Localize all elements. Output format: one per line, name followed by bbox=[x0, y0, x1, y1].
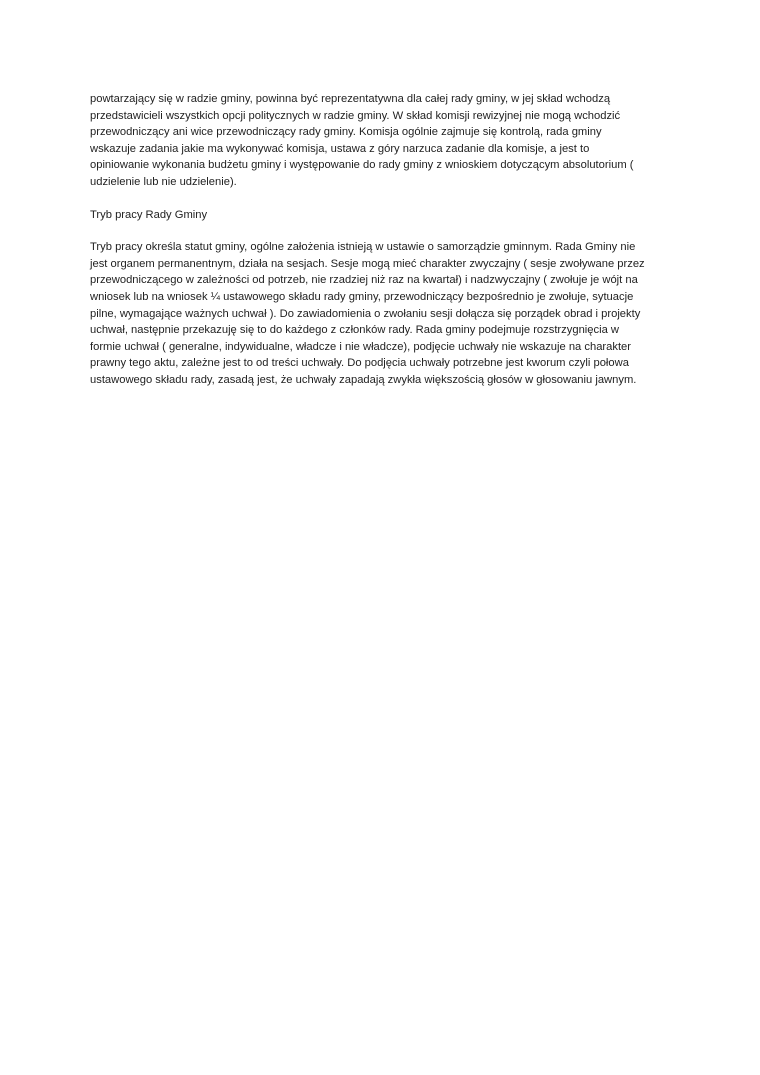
text-line: uchwał, następnie przekazuję się to do każdego z członków rady. Rada gminy podejmuje rozstrzygnięcia w bbox=[90, 324, 619, 337]
paragraph-spacer bbox=[90, 223, 680, 239]
text-line: formie uchwał ( generalne, indywidualne, władcze i nie władcze), podjęcie uchwały nie wskazuje na charakter bbox=[90, 340, 632, 353]
text-line: przedstawicieli wszystkich opcji politycznych w radzie gminy. W skład komisji rewizyjnej nie mogą wchodzić bbox=[90, 109, 621, 122]
text-line: udzielenie lub nie udzielenie). bbox=[90, 175, 237, 188]
text-line: wniosek lub na wniosek ¼ ustawowego składu rady gminy, przewodniczący bezpośrednio je zwołuje, sytuacje bbox=[90, 290, 634, 303]
text-line: prawny tego aktu, zależne jest to od treści uchwały. Do podjęcia uchwały potrzebne jest kworum czyli połowa bbox=[90, 357, 629, 370]
text-line: powtarzający się w radzie gminy, powinna być reprezentatywna dla całej rady gminy, w jej skład wchodzą bbox=[90, 93, 611, 105]
text-line: opiniowanie wykonania budżetu gminy i występowanie do rady gminy z wnioskiem dotyczącym absolutorium ( bbox=[90, 159, 634, 172]
document-body bbox=[90, 91, 680, 389]
text-line: pilne, wymagające ważnych uchwał ). Do zawiadomienia o zwołaniu sesji dołącza się porządek obrad i projekty bbox=[90, 307, 641, 320]
text-line: jest organem permanentnym, działa na sesjach. Sesje mogą mieć charakter zwyczajny ( sesje zwoływane przez bbox=[90, 257, 645, 270]
text-line: przewodniczący ani wice przewodniczący rady gminy. Komisja ogólnie zajmuje się kontrolą, rada gminy bbox=[90, 126, 602, 139]
section-heading: Tryb pracy Rady Gminy bbox=[90, 208, 208, 221]
text-line: ustawowego składu rady, zasadą jest, że uchwały zapadają zwykła większością głosów w głosowaniu jawnym. bbox=[90, 373, 637, 386]
paragraph-work-mode bbox=[90, 239, 680, 388]
text-line: wskazuje zadania jakie ma wykonywać komisja, ustawa z góry narzuca zadanie dla komisje, a jest to bbox=[90, 142, 590, 155]
text-line: Tryb pracy określa statut gminy, ogólne założenia istnieją w ustawie o samorządzie gminnym. Rada Gminy nie bbox=[90, 241, 636, 254]
paragraph-spacer bbox=[90, 191, 680, 207]
text-line: przewodniczącego w zależności od potrzeb, nie rzadziej niż raz na kwartał) i nadzwyczajny ( zwołuje je wójt na bbox=[90, 274, 638, 287]
paragraph-commission bbox=[90, 91, 680, 191]
